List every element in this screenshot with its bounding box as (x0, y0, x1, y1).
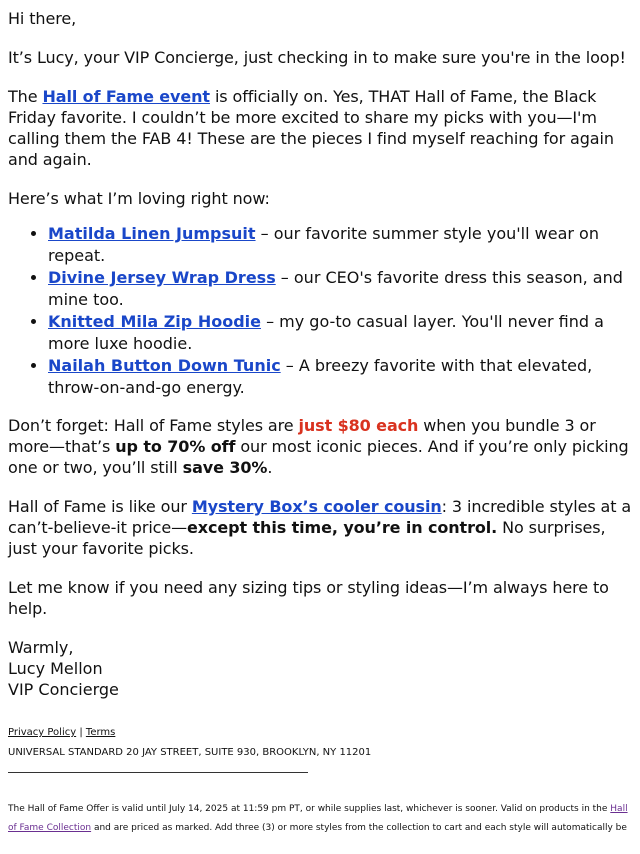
disclaimer-text: and are priced as marked. Add three (3) or more styles from the collection to cart and each style will automatically be (91, 823, 627, 833)
mystery-text: Hall of Fame is like our (8, 497, 192, 516)
mystery-box-paragraph (8, 496, 632, 559)
signoff-name: Lucy Mellon (8, 659, 103, 678)
pricing-text: our most iconic pieces. And if you’re only picking one or two, you’ll still (8, 437, 629, 477)
mystery-box-link[interactable]: Mystery Box’s cooler cousin (191, 497, 442, 516)
greeting: Hi there, (8, 9, 77, 28)
hall-of-fame-collection-link[interactable]: Hall of Fame Collection (8, 804, 628, 833)
pricing-text: . (267, 458, 273, 477)
intro-paragraph: It’s Lucy, your VIP Concierge, just checking in to make sure you're in the loop! (8, 48, 626, 67)
pricing-paragraph (8, 415, 632, 478)
event-paragraph (8, 86, 632, 170)
save-highlight: save 30% (182, 458, 268, 477)
privacy-policy-link[interactable]: Privacy Policy (8, 727, 77, 738)
pricing-text: Don’t forget: Hall of Fame styles are (8, 416, 299, 435)
email-body (8, 8, 632, 838)
picks-list (8, 223, 632, 399)
list-item (48, 223, 632, 267)
mystery-text: No surprises, just your favorite picks. (8, 518, 606, 558)
help-paragraph: Let me know if you need any sizing tips or styling ideas—I’m always here to help. (8, 578, 609, 618)
company-address: UNIVERSAL STANDARD 20 JAY STREET, SUITE 930, BROOKLYN, NY 11201 (8, 747, 372, 758)
pick-description: – our favorite summer style you'll wear on repeat. (48, 224, 599, 265)
list-item (48, 355, 632, 399)
hall-of-fame-event-link[interactable]: Hall of Fame event (42, 87, 210, 106)
signoff-title: VIP Concierge (8, 680, 119, 699)
pick-description: – our CEO's favorite dress this season, and mine too. (48, 268, 623, 309)
pick-description: – my go-to casual layer. You'll never find a more luxe hoodie. (48, 312, 604, 353)
divine-wrap-dress-link[interactable]: Divine Jersey Wrap Dress (48, 268, 276, 287)
pricing-text: when you bundle 3 or more—that’s (8, 416, 596, 456)
signoff (8, 637, 632, 700)
loving-now-text: Here’s what I’m loving right now: (8, 189, 270, 208)
control-highlight: except this time, you’re in control. (187, 518, 498, 537)
matilda-jumpsuit-link[interactable]: Matilda Linen Jumpsuit (48, 224, 256, 243)
list-item (48, 311, 632, 355)
price-highlight: just $80 each (298, 416, 419, 435)
pick-description: – A breezy favorite with that elevated, throw-on-and-go energy. (48, 356, 593, 397)
signoff-closing: Warmly, (8, 638, 74, 657)
mila-zip-hoodie-link[interactable]: Knitted Mila Zip Hoodie (48, 312, 261, 331)
disclaimer-text: The Hall of Fame Offer is valid until July 14, 2025 at 11:59 pm PT, or while supplies last, whichever is sooner. Valid on products in the (8, 804, 611, 814)
footer-divider (8, 772, 308, 773)
event-text-before: The (8, 87, 43, 106)
discount-highlight: up to 70% off (115, 437, 236, 456)
offer-disclaimer (8, 800, 632, 838)
mystery-text: : 3 incredible styles at a can’t-believe-it price— (8, 497, 632, 537)
terms-link[interactable]: Terms (85, 727, 116, 738)
nailah-tunic-link[interactable]: Nailah Button Down Tunic (48, 356, 281, 375)
event-text-after: is officially on. Yes, THAT Hall of Fame, the Black Friday favorite. I couldn’t be more excited to share my picks with you—I'm calling them the FAB 4! These are the pieces I find myself reaching for again and again. (8, 87, 614, 169)
list-item (48, 267, 632, 311)
footer-separator: | (79, 727, 83, 738)
footer-links (8, 726, 632, 740)
